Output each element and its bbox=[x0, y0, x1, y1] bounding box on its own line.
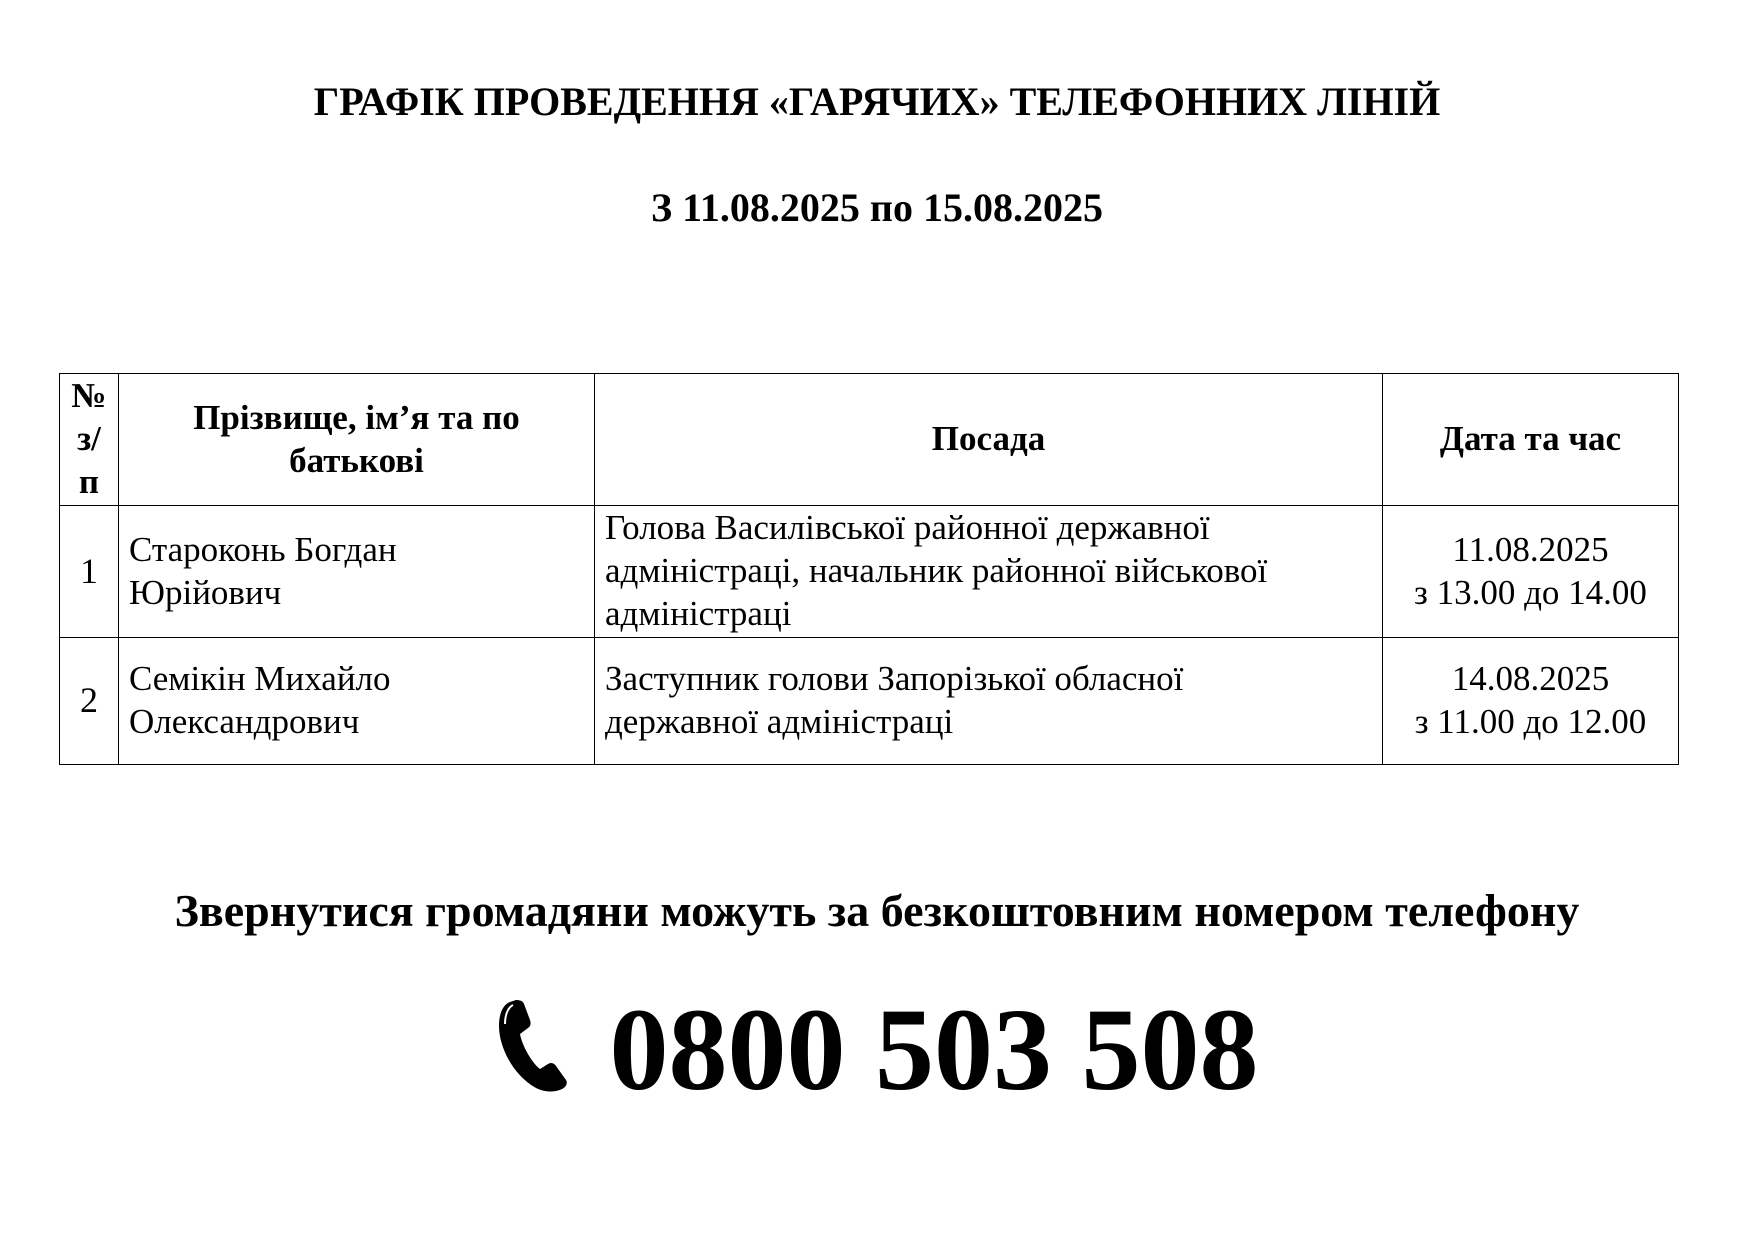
table-row bbox=[60, 506, 1679, 638]
row-name bbox=[119, 506, 595, 638]
row-name bbox=[119, 638, 595, 765]
schedule-table bbox=[59, 373, 1679, 765]
phone-block bbox=[0, 985, 1754, 1115]
row-number: 2 bbox=[60, 638, 119, 765]
row-name-line: Олександрович bbox=[129, 702, 360, 741]
column-header-position: Посада bbox=[595, 374, 1383, 506]
table-row bbox=[60, 638, 1679, 765]
column-header-datetime: Дата та час bbox=[1383, 374, 1679, 506]
column-header-number-line: п bbox=[78, 461, 100, 501]
date-range: З 11.08.2025 по 15.08.2025 bbox=[651, 185, 1103, 230]
row-position bbox=[595, 506, 1383, 638]
column-header-name-line: Прізвище, ім’я та по bbox=[193, 397, 520, 437]
row-number: 1 bbox=[60, 506, 119, 638]
column-header-number-line: з/ bbox=[77, 419, 101, 459]
contact-text: Звернутися громадяни можуть за безкоштовним номером телефону bbox=[174, 885, 1580, 936]
phone-number[interactable]: 0800 503 508 bbox=[609, 984, 1259, 1115]
row-position-line: адміністраці, начальник районної військової bbox=[605, 551, 1268, 591]
page-title: ГРАФІК ПРОВЕДЕННЯ «ГАРЯЧИХ» ТЕЛЕФОННИХ ЛІНІЙ bbox=[313, 79, 1441, 124]
table-header-row bbox=[60, 374, 1679, 506]
column-header-name-line: батькові bbox=[289, 440, 424, 480]
column-header-number bbox=[60, 374, 119, 506]
row-position-line: Голова Василівської районної державної bbox=[605, 508, 1210, 548]
row-position-line: адміністраці bbox=[605, 593, 792, 633]
row-name-line: Староконь Богдан bbox=[129, 529, 397, 569]
row-name-line: Юрійович bbox=[129, 572, 282, 612]
row-position bbox=[595, 638, 1383, 765]
row-datetime bbox=[1383, 638, 1679, 765]
row-position-line: Заступник голови Запорізької обласної bbox=[605, 659, 1184, 699]
row-time: з 13.00 до 14.00 bbox=[1414, 572, 1647, 612]
phone-handset-icon bbox=[496, 996, 576, 1096]
row-date: 11.08.2025 bbox=[1452, 529, 1609, 569]
row-position-line: державної адміністраці bbox=[605, 702, 954, 741]
row-name-line: Семікін Михайло bbox=[129, 659, 391, 699]
column-header-name bbox=[119, 374, 595, 506]
column-header-number-line: № bbox=[71, 376, 107, 416]
row-time: з 11.00 до 12.00 bbox=[1414, 702, 1647, 741]
row-datetime bbox=[1383, 506, 1679, 638]
row-date: 14.08.2025 bbox=[1451, 659, 1610, 699]
